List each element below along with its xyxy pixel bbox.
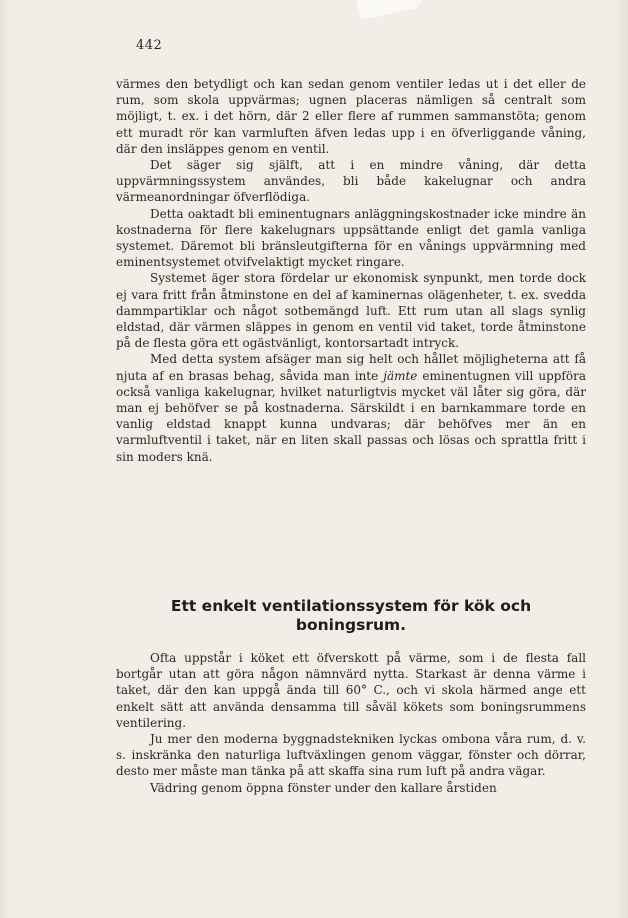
paragraph-6: Ofta uppstår i köket ett öfverskott på värme, som i de flesta fall bortgår utan att göra någon nämnvärd nytta. Starkast är denna värme i taket, där den kan uppgå ända till 60° C., och vi skola härmed ange ett enkelt sätt att använda densamma till såväl kökets som boningsrummens ventilering. xyxy=(116,651,586,730)
page-edge-shadow-left xyxy=(0,0,10,918)
page-edge-shadow-right xyxy=(616,0,628,918)
paragraph-5-before: Med detta system afsäger man sig helt och hållet möjligheterna att få njuta af en brasas behag, såvida man inte xyxy=(116,352,586,383)
body-text-bottom xyxy=(116,650,586,796)
body-text-top xyxy=(116,76,586,465)
paragraph-8: Vädring genom öppna fönster under den kallare årstiden xyxy=(150,780,497,795)
paragraph-5-after: eminentugnen vill uppföra också vanliga kakelugnar, hvilket naturligtvis mycket väl låter sig göra, där man ej behöfver se på kostnaderna. Särskildt i en barnkammare torde en vanlig eldstad knappt kunna undvaras; där behöfves mer än en varmluftventil i taket, när en liten skall passas och lösas och sprattla fritt i sin moders knä. xyxy=(116,368,586,464)
paragraph-7: Ju mer den moderna byggnadstekniken lyckas ombona våra rum, d. v. s. inskränka den naturliga luftväxlingen genom väggar, fönster och dörrar, desto mer måste man tänka på att skaffa sina rum luft på andra vägar. xyxy=(116,732,586,779)
paragraph-1: värmes den betydligt och kan sedan genom ventiler ledas ut i det eller de rum, som skola uppvärmas; ugnen placeras nämligen så centralt som möjligt, t. ex. i det hörn, där 2 eller flere af rummen sammanstöta; genom ett muradt rör kan varmluften äfven ledas upp i en öfverliggande våning, där den insläppes genom en ventil. xyxy=(116,77,586,156)
paragraph-5-italic-word: jämte xyxy=(383,368,418,383)
page-number: 442 xyxy=(136,38,163,53)
paragraph-5 xyxy=(116,351,586,464)
paragraph-4: Systemet äger stora fördelar ur ekonomisk synpunkt, men torde dock ej vara fritt från åtminstone en del af kaminernas olägenheter, t. ex. svedda dammpartiklar och något sotbemängd luft. Ett rum utan all slags synlig eldstad, där värmen släppes in genom en ventil vid taket, torde åtminstone på de flesta göra ett ogästvänligt, kontorsartadt intryck. xyxy=(116,271,586,351)
section-heading: Ett enkelt ventilationssystem för kök och boningsrum. xyxy=(170,597,532,634)
paragraph-3: Detta oaktadt bli eminentugnars anläggningskostnader icke mindre än kostnaderna för flere kakelugnars uppsättande enligt det gamla vanliga systemet. Däremot bli bränsleutgifterna för en vånings uppvärmning med eminentsystemet otvifvelaktigt mycket ringare. xyxy=(116,206,586,270)
paper-tab xyxy=(356,0,422,20)
paragraph-2: Det säger sig själft, att i en mindre våning, där detta uppvärmningssystem användes, bli både kakelugnar och andra värmeanordningar öfverflödiga. xyxy=(116,158,586,205)
